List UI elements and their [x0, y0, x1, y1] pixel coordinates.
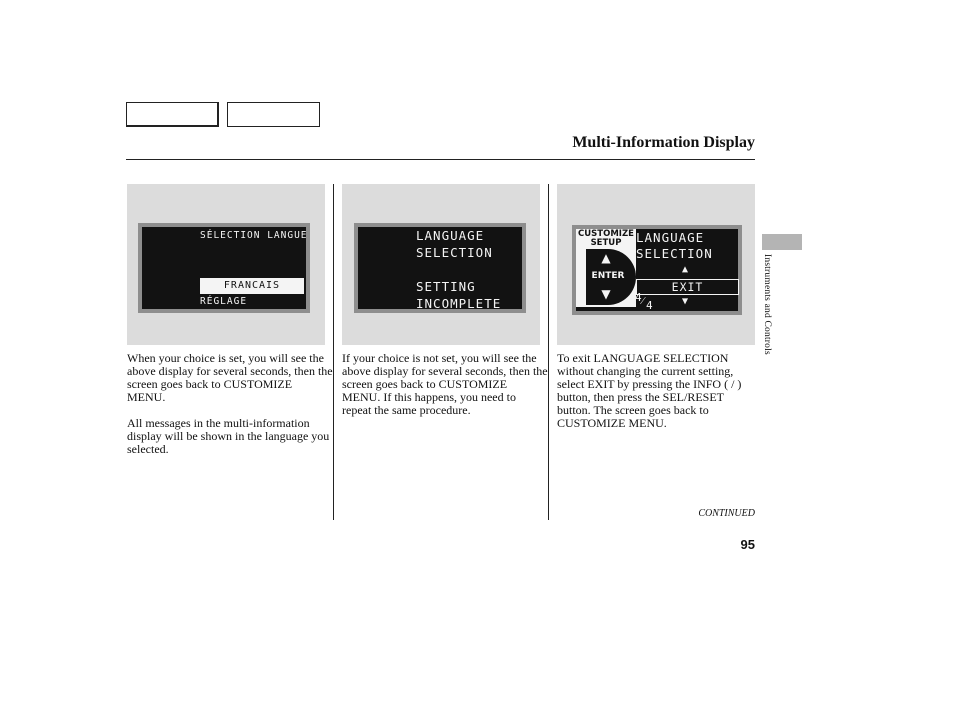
page-title: Multi-Information Display: [572, 134, 755, 151]
lcd-screen-french: [138, 223, 310, 313]
up-arrow-icon: ▲: [601, 251, 611, 265]
lcd-screen-incomplete: [354, 223, 526, 313]
lcd-heading: SÉLECTION LANGUE: [200, 230, 308, 241]
lcd-selected-option: EXIT: [636, 279, 739, 295]
enter-label: ENTER: [591, 271, 625, 281]
column-divider: [333, 184, 334, 520]
lcd-line-2: SELECTION: [416, 245, 493, 260]
badge-line-2: SETUP: [590, 238, 622, 248]
down-arrow-icon: ▼: [682, 296, 689, 307]
display-panel-exit: [557, 184, 755, 345]
section-tab-label: Instruments and Controls: [762, 254, 772, 355]
header-rule: [126, 159, 755, 160]
lcd-line-1: LANGUAGE: [416, 228, 485, 243]
lcd-line-4: INCOMPLETE: [416, 296, 502, 311]
page-number: 95: [740, 537, 755, 552]
section-tab: [762, 234, 802, 250]
lcd-screen-exit: [572, 225, 742, 315]
continued-label: CONTINUED: [698, 508, 755, 519]
up-arrow-icon: ▲: [682, 264, 689, 275]
badge-line-1: CUSTOMIZE: [578, 229, 634, 239]
paragraph: If your choice is not set, you will see the above display for several seconds, then the screen goes back to CUSTOMIZE MENU. If this happens, you need to repeat the same procedure.: [342, 351, 548, 417]
column-text-3: [557, 352, 757, 443]
paragraph: When your choice is set, you will see the above display for several seconds, then the screen goes back to CUSTOMIZE MENU.: [127, 351, 333, 404]
nav-box-next[interactable]: [227, 102, 320, 127]
display-panel-french: [127, 184, 325, 345]
paragraph: All messages in the multi-information display will be shown in the language you selected.: [127, 416, 330, 456]
display-panel-incomplete: [342, 184, 540, 345]
nav-box-previous[interactable]: [126, 102, 219, 127]
customize-setup-badge: [576, 229, 636, 307]
lcd-line-2: SELECTION: [636, 246, 713, 261]
page-indicator-current: 4: [635, 291, 642, 304]
lcd-line-1: LANGUAGE: [636, 230, 705, 245]
down-arrow-icon: ▼: [601, 287, 611, 301]
lcd-line-3: SETTING: [416, 279, 476, 294]
paragraph: To exit LANGUAGE SELECTION without changing the current setting, select EXIT by pressing the INFO ( / ) button, then press the SEL/RESET button. The screen goes back to CUSTOMIZE MENU.: [557, 351, 742, 430]
column-text-1: [127, 352, 333, 469]
lcd-footer: RÉGLAGE: [200, 296, 248, 307]
page-indicator-slash: ⁄: [642, 294, 644, 307]
lcd-selected-option: FRANCAIS: [200, 278, 304, 294]
page-indicator-total: 4: [646, 299, 653, 312]
column-divider: [548, 184, 549, 520]
column-text-2: [342, 352, 548, 430]
